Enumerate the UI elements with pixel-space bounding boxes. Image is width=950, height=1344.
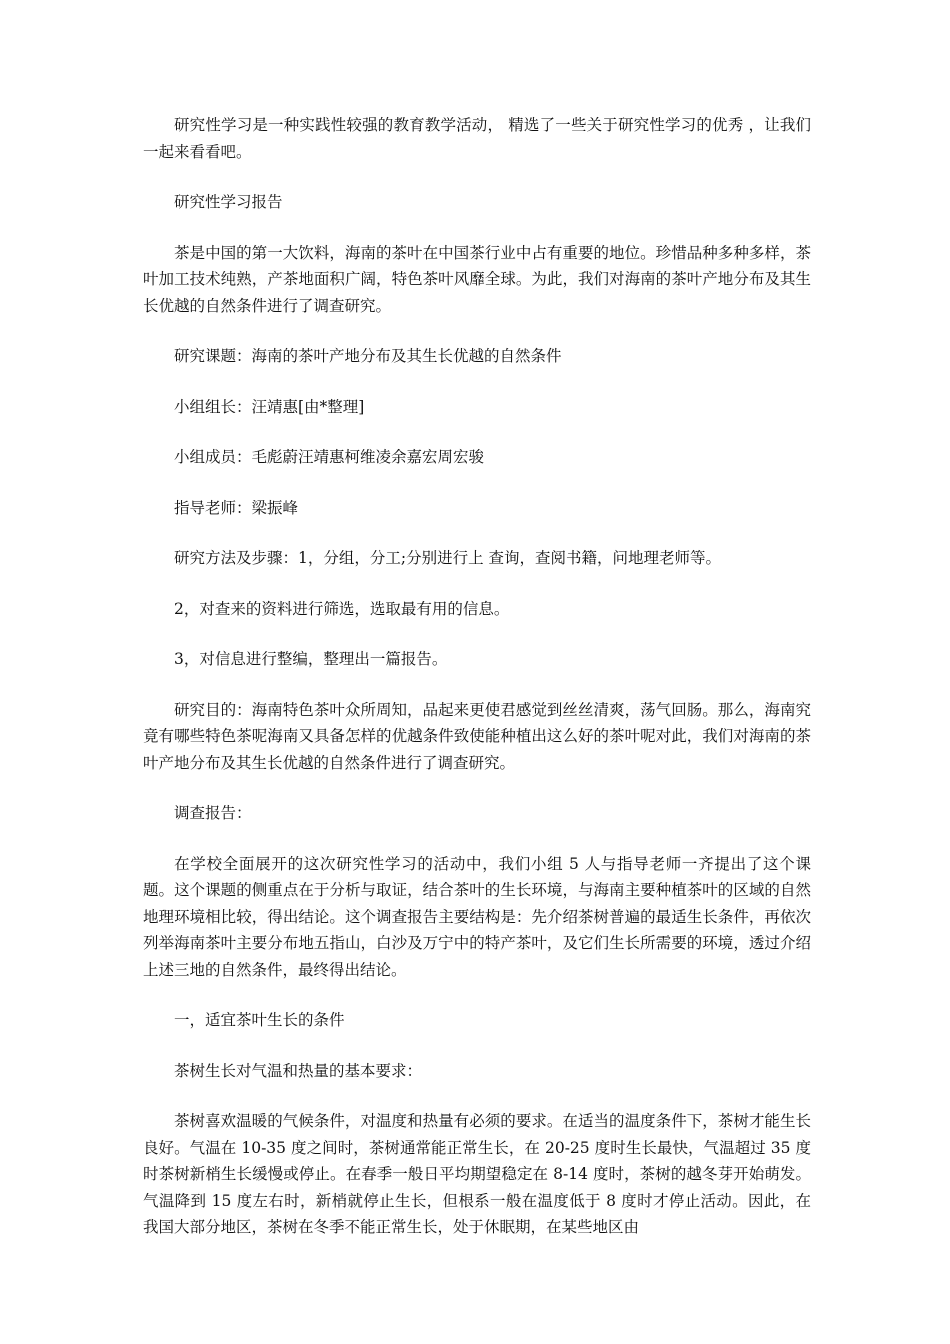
method-step-3: 3，对信息进行整编，整理出一篇报告。 xyxy=(174,650,448,668)
research-topic: 研究课题：海南的茶叶产地分布及其生长优越的自然条件 xyxy=(174,347,562,365)
method-step-1: 研究方法及步骤：1，分组，分工;分别进行上 查询，查阅书籍，问地理老师等。 xyxy=(174,549,722,567)
survey-report-paragraph: 在学校全面展开的这次研究性学习的活动中，我们小组 5 人与指导老师一齐提出了这个课题。这个课题的侧重点在于分析与取证，结合茶叶的生长环境，与海南主要种植茶叶的区域的自然地理环境相比较，得出结论。这个调查报告主要结构是：先介绍茶树普遍的最适生长条件，再依次列举海南茶叶主要分布地五指山，白沙及万宁中的特产茶叶，及它们生长所需要的环境，透过介绍上述三地的自然条件，最终得出结论。 xyxy=(143,854,811,979)
intro-paragraph: 研究性学习是一种实践性较强的教育教学活动， 精选了一些关于研究性学习的优秀 ，让我们一起来看看吧。 xyxy=(143,116,811,161)
document-body xyxy=(143,112,811,1265)
method-step-2: 2，对查来的资料进行筛选，选取最有用的信息。 xyxy=(174,599,510,618)
section-heading-1: 一，适宜茶叶生长的条件 xyxy=(174,1011,345,1029)
temperature-paragraph: 茶树喜欢温暖的气候条件，对温度和热量有必须的要求。在适当的温度条件下，茶树才能生长良好。气温在 10-35 度之间时，茶树通常能正常生长，在 20-25 度时生长最快，气温超过 35 度时茶树新梢生长缓慢或停止。在春季一般日平均期望稳定在 8-14 度时，茶树的越冬芽开始萌发。气温降到 15 度左右时，新梢就停止生长，但根系一般在温度低于 8 度时才停止活动。因此，在我国大部分地区，茶树在冬季不能正常生长，处于休眠期，在某些地区由 xyxy=(143,1112,811,1236)
advisor: 指导老师：梁振峰 xyxy=(174,498,299,517)
group-leader: 小组组长：汪靖惠[由*整理] xyxy=(174,397,365,416)
research-purpose: 研究目的：海南特色茶叶众所周知，品起来更使君感觉到丝丝清爽，荡气回肠。那么，海南究竟有哪些特色茶呢海南又具备怎样的优越条件致使能种植出这么好的茶叶呢对此，我们对海南的茶叶产地分布及其生长优越的自然条件进行了调查研究。 xyxy=(143,700,811,772)
report-heading: 研究性学习报告 xyxy=(174,193,283,211)
survey-report-heading: 调查报告： xyxy=(174,804,252,822)
group-members: 小组成员：毛彪蔚汪靖惠柯维凌余嘉宏周宏骏 xyxy=(174,448,485,466)
subsection-heading: 茶树生长对气温和热量的基本要求： xyxy=(174,1061,423,1080)
background-paragraph: 茶是中国的第一大饮料，海南的茶叶在中国茶行业中占有重要的地位。珍惜品种多种多样，茶叶加工技术纯熟，产茶地面积广阔，特色茶叶风靡全球。为此，我们对海南的茶叶产地分布及其生长优越的自然条件进行了调查研究。 xyxy=(143,243,811,315)
